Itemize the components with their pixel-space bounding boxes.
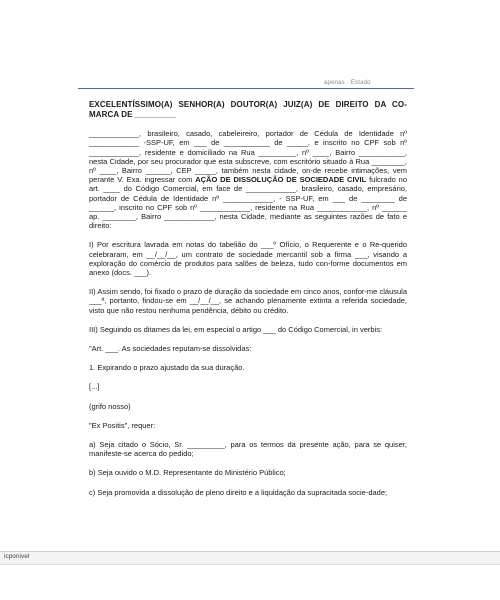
page-divider [78, 88, 414, 89]
ellipsis: [...] [89, 382, 100, 392]
paragraph-ii: II) Assim sendo, foi fixado o prazo de duração da sociedade em cinco anos, confor-me cláusula ___ª, portanto, findou-se em __/__/__, se achando plenamente extinta a referida sociedade, visto que não restou nenhuma pendência, débito ou crédito. [89, 287, 407, 315]
paragraph-i: I) Por escritura lavrada em notas do tabelião do ___º Ofício, o Requerente e o Re-querido celebraram, em __/__/__, um contrato de sociedade mercantil sob a firma ___, visando a exploração do comércio de produtos para salões de beleza, tudo con-forme documentos em anexo (docs. ___). [89, 240, 407, 278]
paragraph-intro-part-b: fulcrado no art. ____ do Código Comercial, em face de ____________, brasileiro, casado, empresário, portador de Cédula de Identidade nº ____________, - SSP-UF, em ___ de ________ de ______, inscrito no CPF sob nº ____________, residente na Rua ____________, nº ______ ap. ________, Bairro ____________, nesta Cidade, mediante as seguintes razões de fato e direito: [89, 175, 407, 231]
status-bar [0, 551, 500, 565]
quote-item: 1. Expirando o prazo ajustado da sua duração. [89, 363, 245, 373]
quote-article: "Art. ___. As sociedades reputam-se dissolvidas: [89, 344, 252, 354]
request-c: c) Seja promovida a dissolução de pleno direito e a liquidação da supracitada socie-dade; [89, 487, 388, 497]
request-a: a) Seja citado o Sócio, Sr. _________, para os termos da presente ação, para se quiser, manifeste-se acerca do pedido; [89, 440, 407, 459]
request-b: b) Seja ouvido o M.D. Representante do Ministério Público; [89, 468, 286, 478]
previous-page-fragment: apenas · Estado [324, 80, 371, 86]
paragraph-intro [89, 129, 407, 230]
action-title: AÇÃO DE DISSOLUÇÃO DE SOCIEDADE CIVIL [195, 175, 367, 185]
status-text: icponivel [4, 553, 30, 560]
paragraph-intro-part-a: ____________, brasileiro, casado, cabeleireiro, portador de Cédula de Identidade nº ____________ -SSP-UF, em ___ de ___________ de _____, e inscrito no CPF sob nº ____________, residente e domiciliado na Rua _________, nº ____, Bairro ___________, nesta Cidade, por seu procurador que esta subscreve, com escritório situado à Rua ________, nº ____, Bairro ______, CEP _____, também nesta cidade, on-de recebe intimações, vem perante V. Exa. ingressar com [89, 129, 407, 185]
document-heading: EXCELENTÍSSIMO(A) SENHOR(A) DOUTOR(A) JUIZ(A) DE DIREITO DA CO-MARCA DE _________ [89, 100, 407, 119]
ex-positis: "Ex Positis", requer: [89, 420, 156, 430]
grifo-note: (grifo nosso) [89, 401, 131, 411]
document-body [89, 100, 407, 507]
paragraph-iii: III) Seguindo os ditames da lei, em especial o artigo ___ do Código Comercial, in verbis: [89, 324, 383, 334]
page-top-area [0, 0, 500, 86]
